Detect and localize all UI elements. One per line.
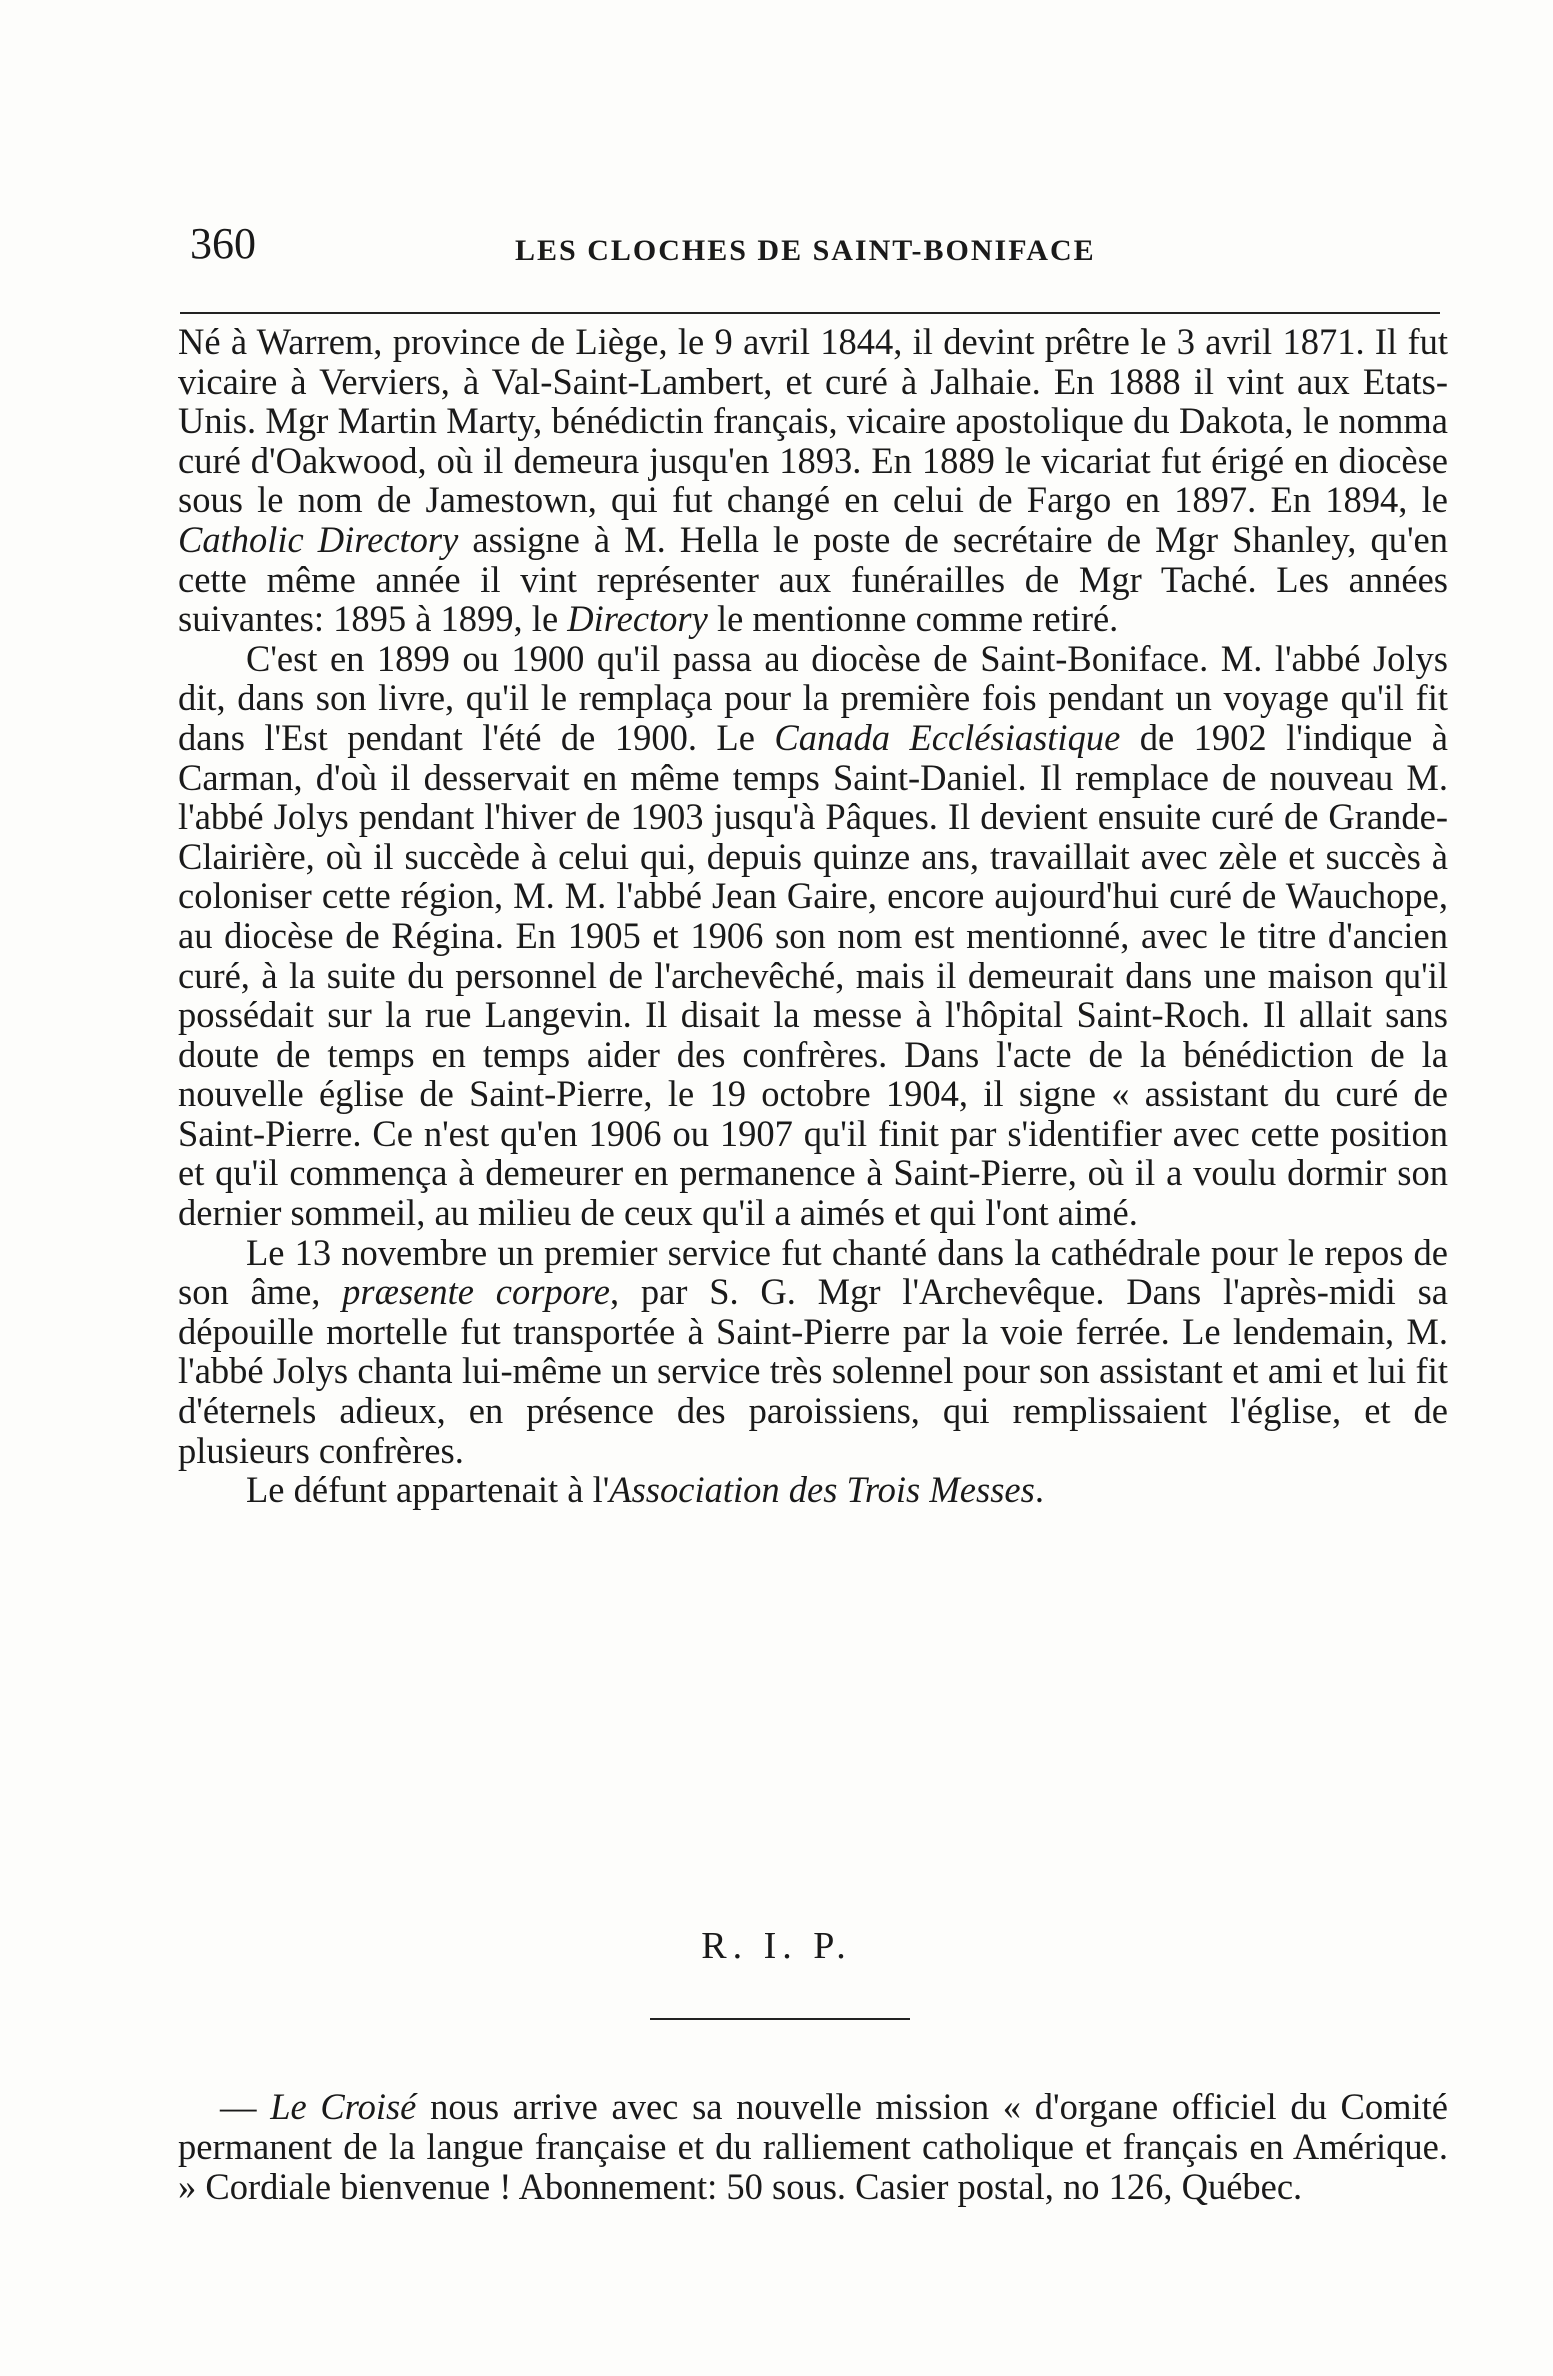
paragraph-2-text-a: C'est en 1899 ou 1900 qu'il passa au diocèse de Saint-Boniface. M. l'abbé Jolys dit, dans son livre, qu'il le remplaça pour la première fois pendant un voyage qu'il fit dans l'Est pendant l'été de 1900. Le [178, 637, 1448, 758]
note-dash: — [220, 2085, 271, 2127]
paragraph-1 [178, 322, 1448, 639]
paragraph-4-text-c: . [1034, 1469, 1044, 1511]
le-croise-italic: Le Croisé [270, 2085, 417, 2127]
paragraph-3 [178, 1233, 1448, 1471]
association-italic: Association des Trois Messes [609, 1469, 1035, 1511]
paragraph-2-text-c: de 1902 l'indique à Carman, d'où il desservait en même temps Saint-Daniel. Il remplace de nouveau M. l'abbé Jolys pendant l'hiver de 1903 jusqu'à Pâques. Il devient ensuite curé de Grande-Clairière, où il succède à celui qui, depuis quinze ans, travaillait avec zèle et succès à coloniser cette région, M. M. l'abbé Jean Gaire, encore aujourd'hui curé de Wauchope, au diocèse de Régina. En 1905 et 1906 son nom est mentionné, avec le titre d'ancien curé, à la suite du personnel de l'archevêché, mais il demeurait dans une maison qu'il possédait sur la rue Langevin. Il disait la messe à l'hôpital Saint-Roch. Il allait sans doute de temps en temps aider des confrères. Dans l'acte de la bénédiction de la nouvelle église de Saint-Pierre, le 19 octobre 1904, il signe « assistant du curé de Saint-Pierre. Ce n'est qu'en 1906 ou 1907 qu'il finit par s'identifier avec cette position et qu'il commença à demeurer en permanence à Saint-Pierre, où il a voulu dormir son dernier sommeil, au milieu de ceux qu'il a aimés et qui l'ont aimé. [178, 716, 1448, 1234]
praesente-corpore-italic: præsente corpore [342, 1271, 610, 1313]
header-rule [180, 312, 1440, 314]
paragraph-2 [178, 639, 1448, 1233]
paragraph-1-text-a: Né à Warrem, province de Liège, le 9 avril 1844, il devint prêtre le 3 avril 1871. Il fut vicaire à Verviers, à Val-Saint-Lambert, et curé à Jalhaie. En 1888 il vint aux Etats-Unis. Mgr Martin Marty, bénédictin français, vicaire apostolique du Dakota, le nomma curé d'Oakwood, où il demeura jusqu'en 1893. En 1889 le vicariat fut érigé en diocèse sous le nom de Jamestown, qui fut changé en celui de Fargo en 1897. En 1894, le [178, 321, 1448, 521]
page-header [180, 218, 1440, 278]
paragraph-1-text-c: assigne à M. Hella le poste de secrétaire de Mgr Shanley, qu'en cette même année il vint représenter aux funérailles de Mgr Taché. Les années suivantes: 1895 à 1899, le [178, 518, 1449, 640]
catholic-directory-italic: Catholic Directory [178, 518, 459, 560]
rip-line: R. I. P. [701, 1925, 852, 1967]
paragraph-4 [178, 1470, 1448, 1510]
canada-ecclesiastique-italic: Canada Ecclésiastique [774, 716, 1121, 758]
paragraph-4-text-a: Le défunt appartenait à l' [246, 1469, 610, 1511]
note-text: nous arrive avec sa nouvelle mission « d'organe officiel du Comité permanent de la langue française et du ralliement catholique et français en Amérique. » Cordiale bienvenue ! Abonnement: 50 sous. Casier postal, no 126, Québec. [178, 2085, 1448, 2207]
article-body [178, 322, 1448, 1510]
paragraph-3-text-a: Le 13 novembre un premier service fut chanté dans la cathédrale pour le repos de son âme, [178, 1231, 1448, 1313]
section-rule [650, 2018, 910, 2020]
page-number: 360 [190, 219, 256, 268]
paragraph-1-text-e: le mentionne comme retiré. [707, 598, 1119, 640]
le-croise-note [178, 2087, 1448, 2207]
paragraph-3-text-c: , par S. G. Mgr l'Archevêque. Dans l'après-midi sa dépouille mortelle fut transportée à Saint-Pierre par la voie ferrée. Le lendemain, M. l'abbé Jolys chanta lui-même un service très solennel pour son assistant et ami et lui fit d'éternels adieux, en présence des paroissiens, qui remplissaient l'église, et de plusieurs confrères. [178, 1271, 1448, 1471]
running-title: LES CLOCHES DE SAINT-BONIFACE [515, 234, 1096, 267]
directory-italic: Directory [567, 598, 708, 640]
